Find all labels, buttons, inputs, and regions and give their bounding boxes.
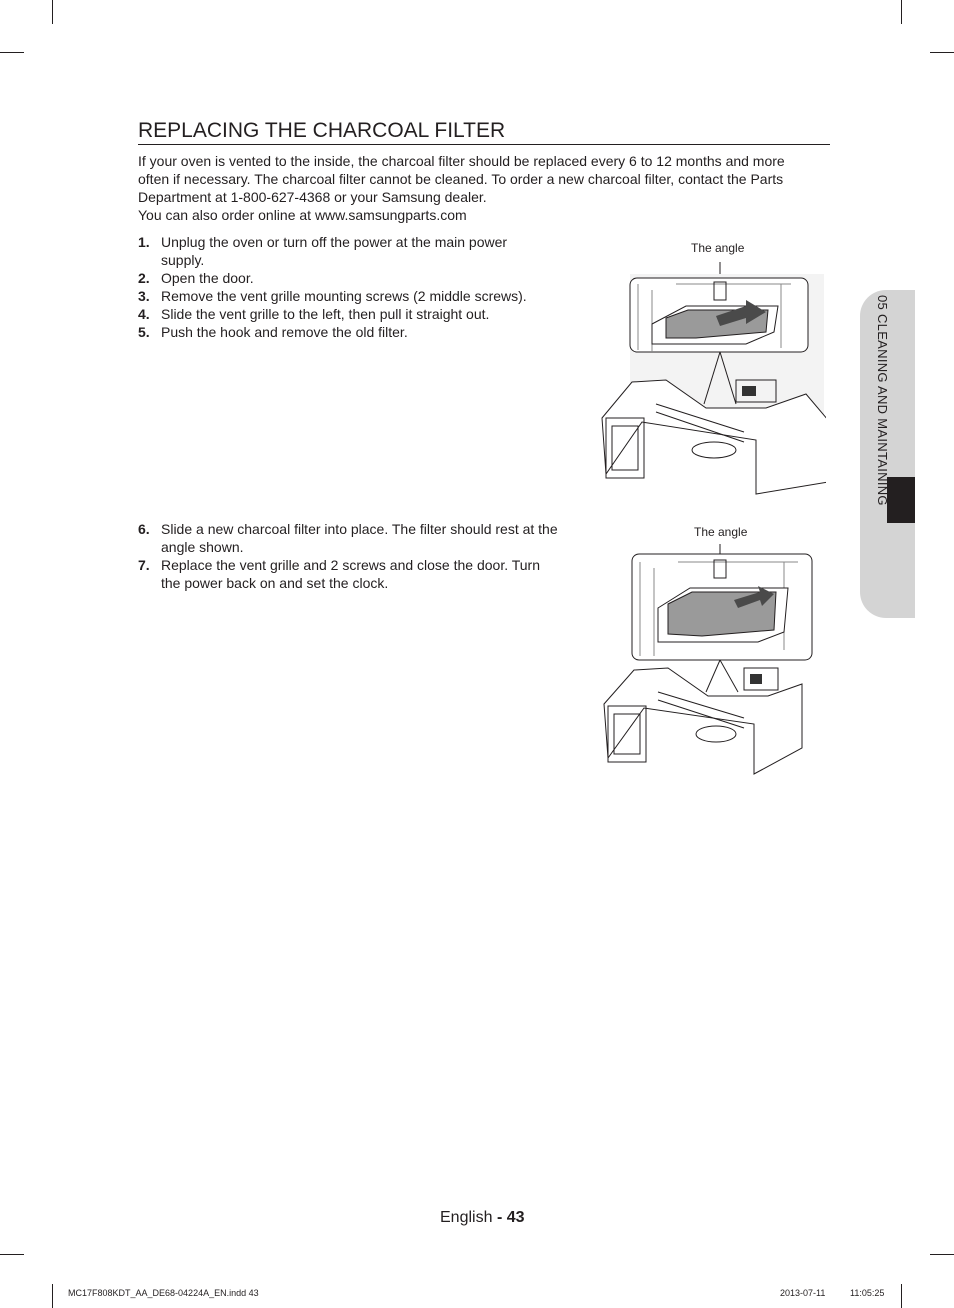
crop-mark xyxy=(0,52,24,53)
step-text: Remove the vent grille mounting screws (2 middle screws). xyxy=(161,288,527,304)
steps-list-a xyxy=(138,233,538,341)
crop-mark xyxy=(930,52,954,53)
section-tab-marker xyxy=(887,477,915,523)
slug-date: 2013-07-11 xyxy=(780,1288,826,1298)
figure-caption: The angle xyxy=(691,241,745,255)
crop-mark xyxy=(0,1254,24,1255)
figure-caption: The angle xyxy=(694,525,748,539)
step-text: Slide a new charcoal filter into place. The filter should rest at the angle shown. xyxy=(161,521,558,555)
list-item xyxy=(138,233,538,269)
list-item xyxy=(138,269,538,287)
crop-mark xyxy=(930,1254,954,1255)
step-text: Unplug the oven or turn off the power at the main power supply. xyxy=(161,234,508,268)
step-text: Open the door. xyxy=(161,270,254,286)
step-number: 4. xyxy=(138,306,150,322)
oven-filter-removal-illustration-icon xyxy=(596,254,826,498)
step-text: Slide the vent grille to the left, then pull it straight out. xyxy=(161,306,490,322)
page-number xyxy=(440,1208,525,1228)
slug-time: 11:05:25 xyxy=(850,1288,885,1298)
intro-paragraph xyxy=(138,152,828,224)
steps-list-b xyxy=(138,520,558,592)
list-item xyxy=(138,305,538,323)
page-number-value: - 43 xyxy=(496,1209,525,1226)
step-number: 2. xyxy=(138,270,150,286)
section-side-label: 05 CLEANING AND MAINTAINING xyxy=(875,295,890,506)
step-number: 5. xyxy=(138,324,150,340)
page-language: English xyxy=(440,1209,493,1226)
intro-line: If your oven is vented to the inside, the charcoal filter should be replaced every 6 to 12 months and more xyxy=(138,153,785,169)
crop-mark xyxy=(52,0,53,24)
step-number: 3. xyxy=(138,288,150,304)
page-title: REPLACING THE CHARCOAL FILTER xyxy=(138,118,830,145)
crop-mark xyxy=(901,1284,902,1308)
intro-line: Department at 1-800-627-4368 or your Samsung dealer. xyxy=(138,189,487,205)
list-item xyxy=(138,287,538,305)
step-text: Replace the vent grille and 2 screws and close the door. Turn the power back on and set the clock. xyxy=(161,557,540,591)
intro-line: often if necessary. The charcoal filter cannot be cleaned. To order a new charcoal filter, contact the Parts xyxy=(138,171,784,187)
step-number: 6. xyxy=(138,521,150,537)
crop-mark xyxy=(901,0,902,24)
intro-line: You can also order online at www.samsungparts.com xyxy=(138,207,467,223)
oven-filter-install-illustration-icon xyxy=(598,538,814,782)
list-item xyxy=(138,323,538,341)
slug-file: MC17F808KDT_AA_DE68-04224A_EN.indd 43 xyxy=(68,1288,259,1298)
list-item xyxy=(138,556,558,592)
crop-mark xyxy=(52,1284,53,1308)
step-text: Push the hook and remove the old filter. xyxy=(161,324,408,340)
list-item xyxy=(138,520,558,556)
step-number: 1. xyxy=(138,234,150,250)
step-number: 7. xyxy=(138,557,150,573)
